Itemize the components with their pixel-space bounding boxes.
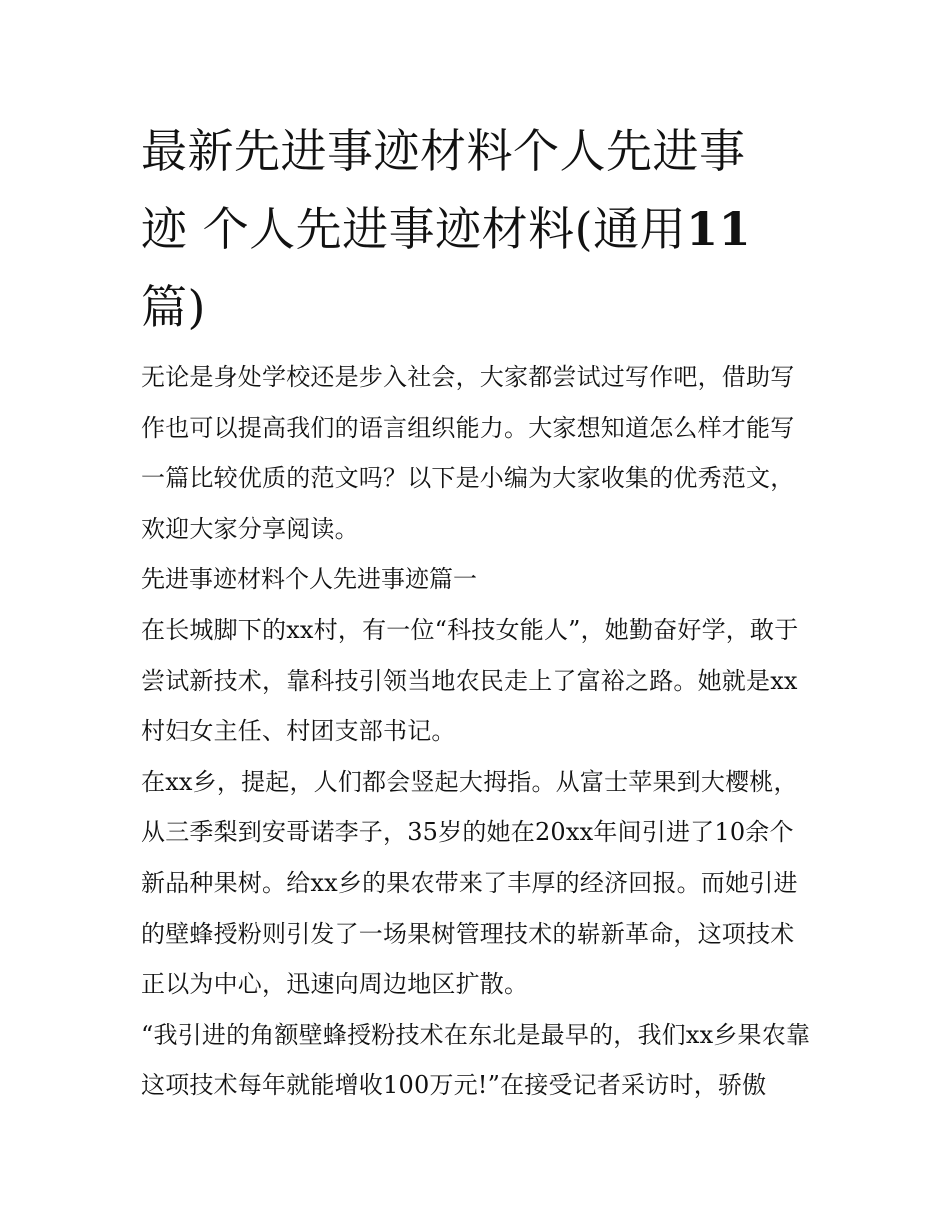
- document-body: [141, 112, 813, 1111]
- title-line-1: 最新先进事迹材料个人先进事: [141, 124, 746, 178]
- body-paragraph-2: 在xx乡，提起，人们都会竖起大拇指。从富士苹果到大樱桃，从三季梨到安哥诺李子，35岁的她在20xx年间引进了10余个新品种果树。给xx乡的果农带来了丰厚的经济回报。而她引进的壁蜂授粉则引发了一场果树管理技术的崭新革命，这项技术正以为中心，迅速向周边地区扩散。: [141, 767, 798, 999]
- section-heading: 先进事迹材料个人先进事迹篇一: [141, 565, 477, 594]
- intro-paragraph: 无论是身处学校还是步入社会，大家都尝试过写作吧，借助写作也可以提高我们的语言组织能力。大家想知道怎么样才能写一篇比较优质的范文吗？以下是小编为大家收集的优秀范文，欢迎大家分享阅读。: [141, 363, 795, 543]
- body-paragraph-1: 在长城脚下的xx村，有一位“科技女能人”，她勤奋好学，敢于尝试新技术，靠科技引领当地农民走上了富裕之路。她就是xx村妇女主任、村团支部书记。: [141, 615, 799, 746]
- body-paragraph-3: “我引进的角额壁蜂授粉技术在东北是最早的，我们xx乡果农靠这项技术每年就能增收100万元!”在接受记者采访时，骄傲: [141, 1020, 811, 1100]
- title-line-2: 迹 个人先进事迹材料(通用: [141, 202, 687, 256]
- title-line-2-number: 11: [686, 202, 752, 256]
- title-line-3: 篇): [141, 280, 206, 334]
- document-title: [141, 112, 813, 346]
